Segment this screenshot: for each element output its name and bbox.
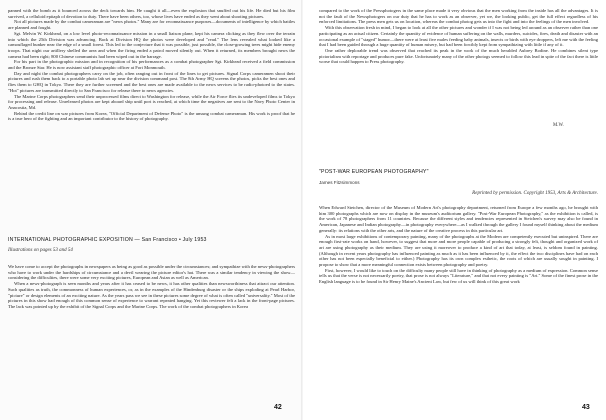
illustrations-note: Illustrations on pages 53 and 54 [8,248,73,253]
left-top-paragraph-4: For his part in the photographic mission and in recognition of his performances as a combat photographer Sgt. Kirkhead received a field commission and the Bronze Star. He is now assistant staff photographic officer at Fort Monmouth. [8,59,295,71]
right-top-paragraph-1: compared to the work of the Pressphotogers in the same place made it very obvious that the men working from the inside has all the advantages. It is not the fault of the Newsphotogers on our duty that he has to work as an observer, yet we, the looking public, get the full effect regardless of his enforced limitations. The press men gets us on location, whereas the combat photog gets us into the fight and into the feelings of the men involved. [319,8,598,25]
right-bottom-column [319,205,598,285]
left-bottom-paragraph-2: When a news-photograph is seen months and years after it has ceased to be news, it has other qualities than newsworthiness that attract our attention. Such qualities as truth, the commonness of human experiences, or, as in the examples of the Hindenburg disaster or the ships exploding at Pearl Harbor, "picture" or design elements of an exciting nature. As the years pass we see in these pictures some degree of what is often called "universality." Most of the pictures in this show had enough of this common sense of experience to warrant repeated hanging. Yet this reviewer felt a lack in the front-page pictures. The lack was pointed up by the exhibit of the Signal Corps and the Marine Corps. The work of the combat photographers in Korea [8,281,295,309]
reprint-note: Reprinted by permission. Copyright 1953, Arts & Architecture. [472,191,598,196]
left-top-column [8,8,295,122]
right-top-paragraph-2: With this observation fresh in mind, I began to look at all the other pictures and wonder if I was not being led around as an observer rather than one participating as an actual citizen. Certainly the quantity of evidence of human suffering on the walls, murders, suicides, fires, death and disaster with an occasional example of "staged" humor—there were at least five males feeding baby animals, insects or birds with eye droppers, left me with the feeling that I had been guided through a huge quantity of human misery, but had been forcibly kept from sympathizing with little if any of it. [319,25,598,48]
right-top-column [319,8,598,65]
review-signature: M.W. [553,123,564,128]
left-bottom-paragraph-1: We have come to accept the photographs in newspapers as being as good as possible under the circumstances; and sympathize with the news-photographers who have to work under the hardships of circumstance and a devil wearing the picture editor's hat. There was a similar tendency in viewing the show—considering the difficulties, there were some very exciting pictures, European and Asian as well as American. [8,264,295,281]
left-top-paragraph-2: Not all pictures made by the combat cameraman are "news photos." Many are for reconnaissance purposes—documents of intelligence by which battles are planned and fought. [8,19,295,31]
right-bottom-paragraph-3: First, however, I would like to touch on the difficulty many people still have in thinking of photography as a medium of expression. Common sense tells us that the verse is not necessarily poetry, that prose is not always "Literature," and that not every painting is "Art." Some of the finest prose in the English language is to be found in Sir Henry Maine's Ancient Law, but few of us will think of this great work [319,267,598,285]
left-top-paragraph-3: Sgt. Melvin W. Kirkhead, on a low level photo-reconnaissance mission in a small liaison plane, kept his camera clicking as they flew over the terrain into which the 25th Division was advancing. Back at Division HQ the photos were developed and "read." The lens revealed what looked like a camouflaged bunker near the edge of a small forest. This led to the conjecture that it was possible, just possible, the close-growing trees might hide enemy troops. That night our artillery shelled the area and when the firing ended a patrol moved silently out. When it returned, its members brought news the camera had been right; 800 Chinese communists had been wiped out in the barrage. [8,30,295,59]
article-heading: "POST-WAR EUROPEAN PHOTOGRAPHY" [319,169,429,175]
page-number-left: 42 [274,404,282,411]
right-bottom-paragraph-1: When Edward Steichen, director of the Museum of Modern Art's photography department, returned from Europe a few months ago, he brought with him 300 photographs which are now on display in the museum's auditorium gallery. "Post-War European Photography," as the exhibition is called, is the work of 78 photographers from 11 countries. Because the different styles and tendencies represented in Steichen's survey may also be found in American, Japanese and Indian photography—in photography everywhere—as I walked through the gallery I found myself thinking about the medium generally: its relations with the other arts, and the nature of the creative process in this particular art. [319,205,598,233]
right-top-paragraph-3: One rather deplorable trend was observed that reached its peak in the work of the much heralded Aubrey Bodine. He combines silent type pictorialism with reportage and produces pure fake. Unfortunately many of the other photogs seemed to follow this lead in spite of the fact there is little worse that could happen to Press photography. [319,47,598,65]
left-top-paragraph-6: The Marine Corps photographers send their unprocessed films direct to Washington for release, while the Air Force flies its undeveloped films to Tokyo for processing and release. Unreleased photos are kept aboard ship until port is reached, at which time the negatives are sent to the Navy Photo Center in Anacostia, Md. [8,93,295,110]
left-bottom-column [8,264,295,310]
right-page [303,0,606,420]
article-author: James Fitzsimmons [319,180,360,185]
left-top-paragraph-5: Day and night the combat photographers carry on the job, often ranging out in front of the lines to get pictures. Signal Corps cameramen shoot their pictures and rush them back to a portable photo lab set up near the division command post. The 8th Army HQ screens the photos, picks the best ones and flies them to GHQ in Tokyo. There they are further screened and the best ones are made available to the news services to be radio-photoed to the states. "Hot" pictures are transmitted directly to San Francisco for release there to news agencies. [8,70,295,93]
exposition-heading: INTERNATIONAL PHOTOGRAPHIC EXPOSITION — San Francisco • July 1953 [8,237,207,243]
left-top-paragraph-7: Behind the credit line on war pictures from Korea, "Official Department of Defense Photo" is the unsung combat cameraman. His work is proof that he is a true hero of the fighting and an important contributor to the history of photography. [8,110,295,122]
left-top-paragraph-1: panned with the bomb as it bounced across the deck towards him. He caught it all—even the explosion that snuffed out his life. He died but his film survived, a celluloid epitaph of devotion to duty. There have been others, too, whose lives have ended as they went about shooting pictures. [8,8,295,19]
right-bottom-paragraph-2: As in most large exhibitions of contemporary painting, many of the photographs at the Modern are competently executed but uninspired. There are enough first-rate works on hand, however, to suggest that more and more people capable of producing a strongly felt, thought and organized work of art are using photography as their medium. They are using it moreover to produce a kind of art that today, at least, is seldom found in painting. (Although in recent years photography has influenced painting as much as it has been influenced by it, the effect the two disciplines have had on each other has not been especially beneficial to either.) Photography has its own complex esthetic, the roots of which are usually sought in painting. I propose to show that a more meaningful connection exists between photography and poetry. [319,233,598,268]
page-number-right: 43 [582,404,590,411]
